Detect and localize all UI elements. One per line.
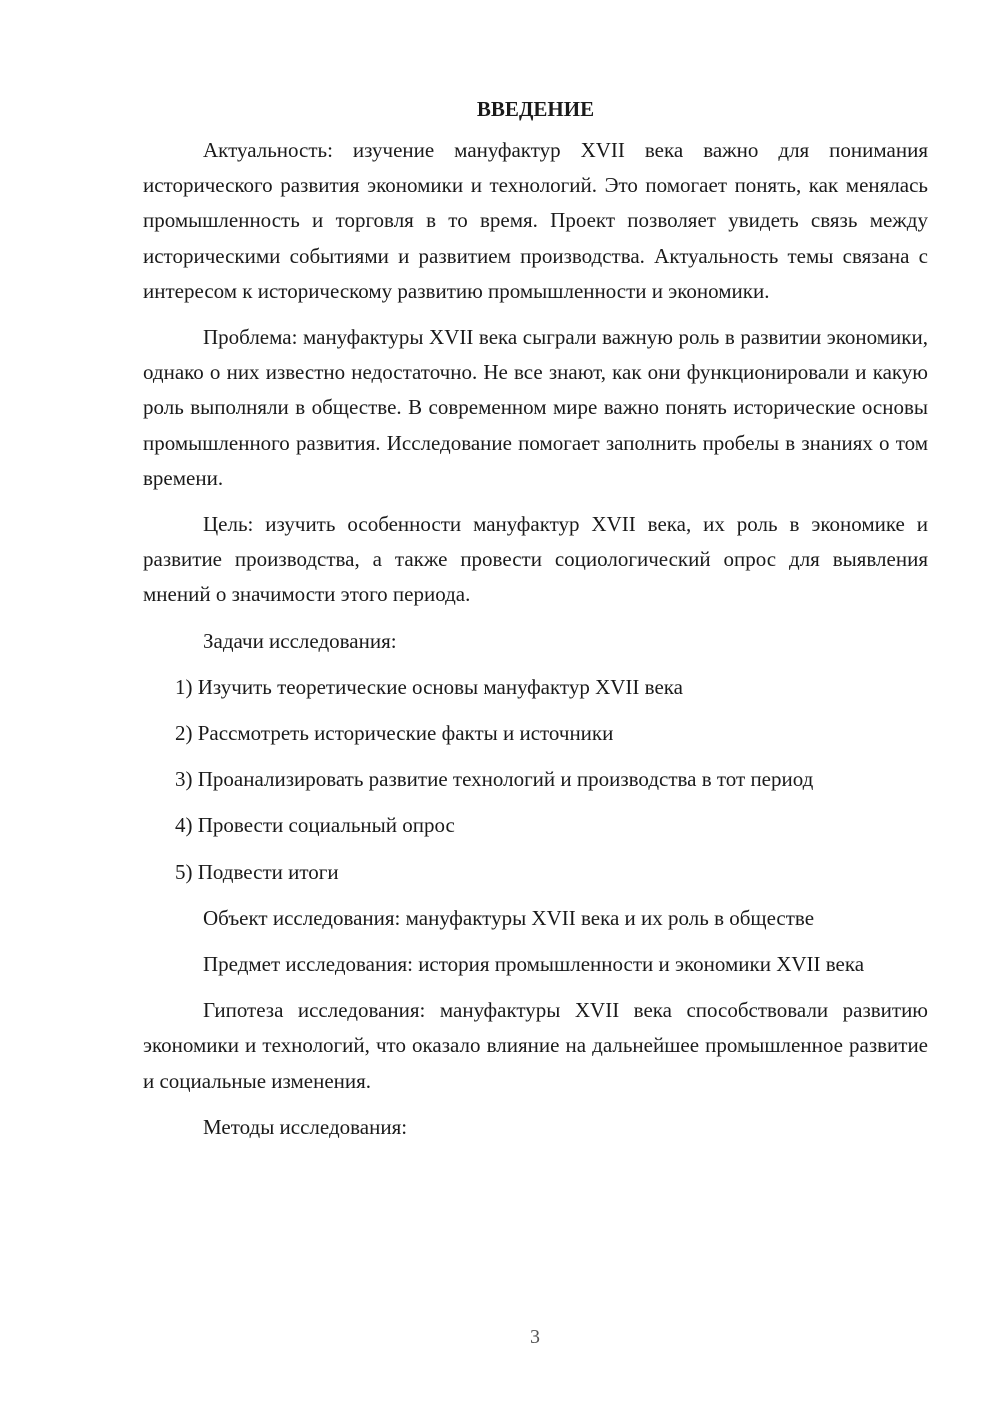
task-item: 3) Проанализировать развитие технологий и производства в тот период [175,767,814,792]
object-paragraph: Объект исследования: мануфактуры XVII века и их роль в обществе [203,905,815,930]
hypothesis-paragraph: Гипотеза исследования: мануфактуры XVII века способствовали развитию экономики и технологий, что оказало влияние на дальнейшее промышленное развитие и социальные изменения. [143,998,928,1093]
task-item: 4) Провести социальный опрос [175,813,455,838]
problem-paragraph: Проблема: мануфактуры XVII века сыграли важную роль в развитии экономики, однако о них известно недостаточно. Не все знают, как они функционировали и какую роль выполняли в обществе. В современном мире важно понять исторические основы промышленного развития. Исследование помогает заполнить пробелы в знаниях о том времени. [143,325,928,490]
task-item: 2) Рассмотреть исторические факты и источники [175,721,614,746]
task-item: 5) Подвести итоги [175,859,339,884]
methods-heading: Методы исследования: [203,1114,408,1139]
tasks-heading: Задачи исследования: [203,628,397,653]
subject-paragraph: Предмет исследования: история промышленности и экономики XVII века [203,952,865,977]
page-number: 3 [530,1326,540,1348]
document-page [143,92,928,1156]
goal-paragraph: Цель: изучить особенности мануфактур XVII века, их роль в экономике и развитие производства, а также провести социологический опрос для выявления мнений о значимости этого периода. [143,512,928,607]
relevance-paragraph: Актуальность: изучение мануфактур XVII века важно для понимания исторического развития экономики и технологий. Это помогает понять, как менялась промышленность и торговля в то время. Проект позволяет увидеть связь между историческими событиями и развитием производства. Актуальность темы связана с интересом к историческому развитию промышленности и экономики. [143,138,928,303]
task-item: 1) Изучить теоретические основы мануфактур XVII века [175,674,683,699]
section-heading: ВВЕДЕНИЕ [476,97,595,121]
